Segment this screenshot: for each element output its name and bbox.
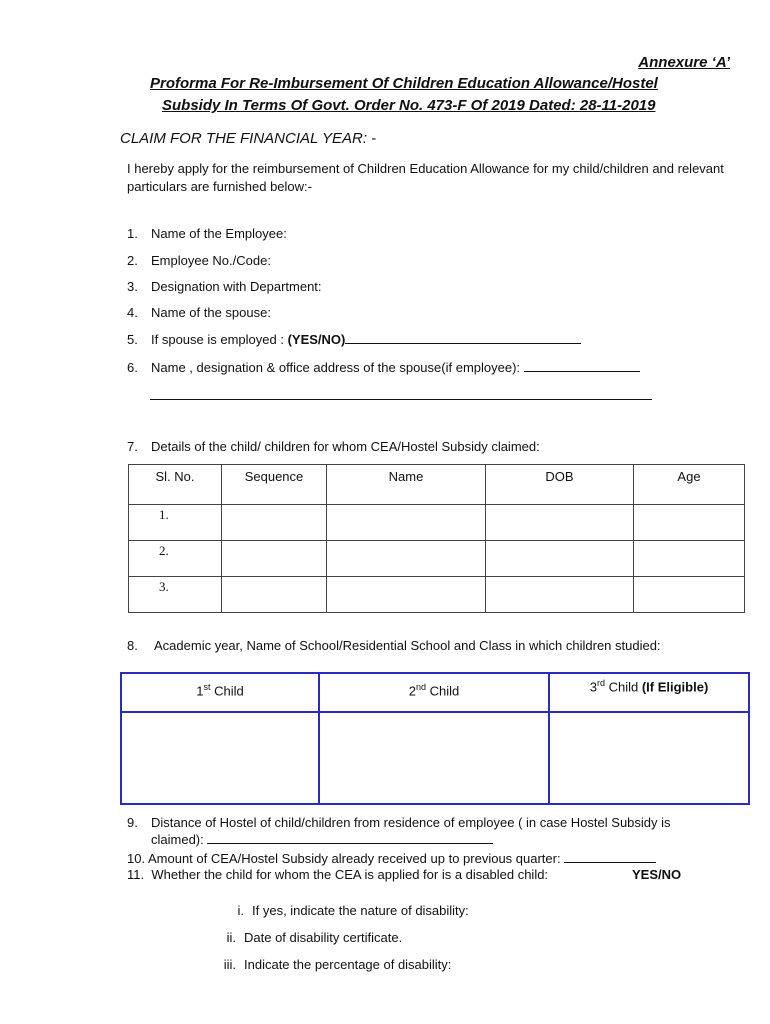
age-cell[interactable] [634,541,745,577]
amount-received-blank[interactable] [564,850,656,863]
annexure-label: Annexure ‘A’ [638,54,730,71]
hostel-distance-blank[interactable] [207,831,493,844]
spouse-details-blank[interactable] [524,359,640,372]
item-label: Designation with Department: [151,279,322,294]
yes-no-option: (YES/NO) [287,332,346,347]
form-title-line1: Proforma For Re-Imbursement Of Children Education Allowance/Hostel [150,75,658,92]
name-cell[interactable] [327,541,486,577]
item-employee-name [127,226,287,241]
item-spouse-employed [127,331,581,347]
item-hostel-distance [127,815,671,830]
item-label: Distance of Hostel of child/children from residence of employee ( in case Hostel Subsidy is [151,815,671,830]
age-cell[interactable] [634,577,745,613]
item-label: Name of the Employee: [151,226,287,241]
table-header-row [121,673,749,712]
sequence-cell[interactable] [222,541,327,577]
item-label: Academic year, Name of School/Residential School and Class in which children studied: [154,638,661,653]
name-cell[interactable] [327,577,486,613]
spouse-details-blank-line2[interactable] [150,387,652,400]
sequence-cell[interactable] [222,505,327,541]
serial-number: 2. [129,541,222,577]
sub-item-percentage [214,957,451,972]
column-header: Sl. No. [129,465,222,505]
sub-item-number: iii. [223,957,236,972]
third-child-cell[interactable] [549,712,749,804]
item-label: Employee No./Code: [151,253,271,268]
sub-item-number: ii. [226,930,236,945]
intro-paragraph: I hereby apply for the reimbursement of Children Education Allowance for my child/children and relevant particulars are furnished below:- [127,161,724,194]
serial-number: 1. [129,505,222,541]
dob-cell[interactable] [486,577,634,613]
item-academic-year [127,638,661,653]
sub-item-label: Indicate the percentage of disability: [244,957,452,972]
sub-item-date [214,930,402,945]
dob-cell[interactable] [486,541,634,577]
age-cell[interactable] [634,505,745,541]
sub-item-nature [222,903,469,918]
first-child-header: 1st Child [121,673,319,712]
table-header-row [129,465,745,505]
name-cell[interactable] [327,505,486,541]
item-label: Name of the spouse: [151,305,271,320]
first-child-cell[interactable] [121,712,319,804]
second-child-header: 2nd Child [319,673,549,712]
table-row [129,577,745,613]
item-employee-code [127,253,271,268]
item-number: 10. [127,851,146,866]
table-row [129,505,745,541]
item-spouse-details [127,359,640,375]
item-number: 2. [127,253,138,268]
column-header: Age [634,465,745,505]
item-amount-received [127,850,656,866]
sub-item-label: If yes, indicate the nature of disability: [252,903,469,918]
table-row [129,541,745,577]
item-number: 6. [127,360,138,375]
item-label: Name , designation & office address of the spouse(if employee): [151,360,524,375]
form-title-line2: Subsidy In Terms Of Govt. Order No. 473-F Of 2019 Dated: 28-11-2019 [162,97,656,114]
column-header: Name [327,465,486,505]
item-label: Details of the child/ children for whom CEA/Hostel Subsidy claimed: [151,439,540,454]
item-designation [127,279,322,294]
school-details-table [120,672,750,805]
item-label: Whether the child for whom the CEA is applied for is a disabled child: [151,867,549,882]
item-number: 4. [127,305,138,320]
serial-number: 3. [129,577,222,613]
item-disabled-child [127,867,548,882]
second-child-cell[interactable] [319,712,549,804]
item-label: If spouse is employed : [151,332,288,347]
item-number: 11. [127,867,145,882]
item-number: 5. [127,332,138,347]
item-spouse-name [127,305,271,320]
disabled-yes-no: YES/NO [632,867,682,882]
column-header: Sequence [222,465,327,505]
item-number: 7. [127,439,138,454]
table-row [121,712,749,804]
item-number: 3. [127,279,138,294]
column-header: DOB [486,465,634,505]
item-label: Amount of CEA/Hostel Subsidy already received up to previous quarter: [147,851,565,866]
claim-heading: CLAIM FOR THE FINANCIAL YEAR: - [120,130,377,147]
item-number: 8. [127,638,138,653]
sequence-cell[interactable] [222,577,327,613]
sub-item-label: Date of disability certificate. [244,930,403,945]
item-label: claimed): [151,832,208,847]
item-number: 9. [127,815,138,830]
third-child-header: 3rd Child (If Eligible) [549,673,749,712]
sub-item-number: i. [237,903,244,918]
item-number: 1. [127,226,138,241]
spouse-employed-blank[interactable] [345,331,581,344]
dob-cell[interactable] [486,505,634,541]
item-child-details [127,439,540,454]
child-details-table [128,464,745,613]
item-hostel-distance-cont [151,831,493,847]
